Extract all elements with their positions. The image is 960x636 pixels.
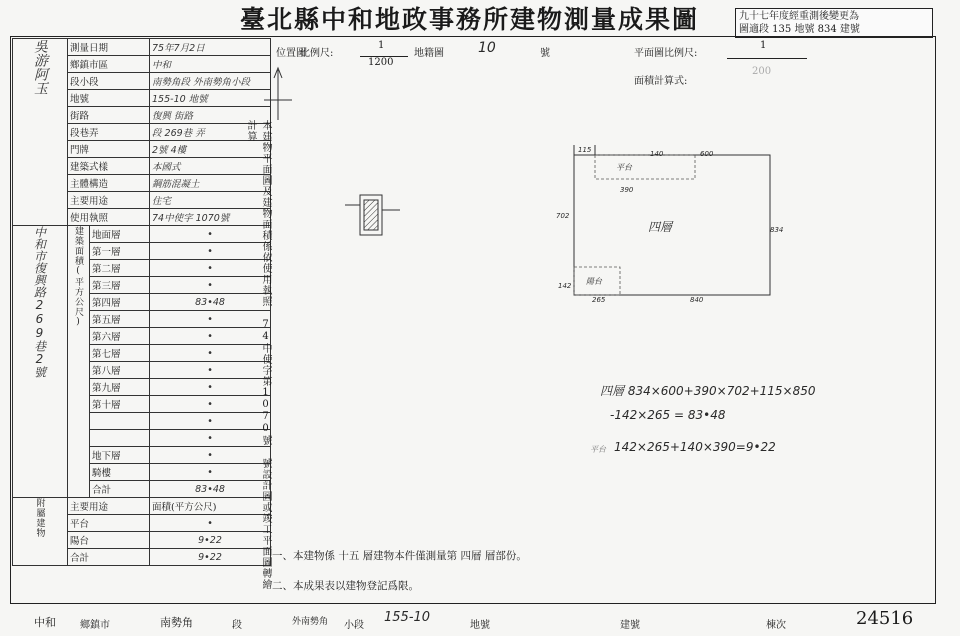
calc-line-1: 四層 834×600+390×702+115×850 [600,384,816,398]
dimension-label: 600 [700,150,714,158]
annex-key: 陽台 [68,532,150,549]
row-value: 段 269巷 弄 [150,124,271,141]
floor-key: 第九層 [90,379,150,396]
balcony-label: 陽台 [586,277,602,286]
platform-area [595,155,695,179]
vertical-note: 本建物平面圖及建物面積係依使用執照 74中使字第1070號 號設計圖或竣工平面圖轉繪計算 [245,120,271,590]
platform-label: 平台 [616,163,632,172]
floor-value: • [150,328,271,345]
dimension-label: 265 [592,296,606,304]
revision-note: 九十七年度經重測後變更為 圖適段 135 地號 834 建號 [735,8,933,38]
row-value: 中和 [150,56,271,73]
floor-key: 第五層 [90,311,150,328]
plan-scale-num: 1 [760,40,767,51]
floor-value: • [150,362,271,379]
footer-subsection: 外南勢角 [292,617,329,627]
row-value: 75年7月2日 [150,39,271,56]
row-key: 測量日期 [68,39,150,56]
calc-line-3: 142×265+140×390=9•22 [614,440,776,454]
annex-key: 平台 [68,515,150,532]
annex-h1: 主要用途 [68,498,150,515]
floor-value: • [150,379,271,396]
calc-line-2: -142×265 = 83•48 [610,408,726,422]
dimension-label: 834 [770,226,784,234]
annex-value: 9•22 [150,532,271,549]
floor-value: • [150,396,271,413]
row-value: 155-10 地號 [150,90,271,107]
note-1: 一、本建物係 十五 層建物本件僅測量第 四層 層部份。 [272,550,527,562]
plan-scale-label: 平面圖比例尺: [634,48,698,59]
floor-key: 第二層 [90,260,150,277]
floor-value: 83•48 [150,481,271,498]
row-value: 74中使字 1070號 [150,209,271,226]
main-floor-label: 四層 [648,220,673,234]
floor-value: • [150,277,271,294]
floor-key: 第六層 [90,328,150,345]
floor-value: • [150,260,271,277]
row-value: 復興 街路 [150,107,271,124]
footer-building-label: 建號 [620,620,640,631]
footer-lot: 155-10 [384,610,431,625]
dimension-label: 140 [650,150,664,158]
row-value: 住宅 [150,192,271,209]
footer-town-label: 鄉鎮市 [80,620,110,631]
dimension-label: 702 [556,212,570,220]
floor-key: 第八層 [90,362,150,379]
row-key: 建築式樣 [68,158,150,175]
row-value: 鋼筋混凝土 [150,175,271,192]
floor-key [90,430,150,447]
annex-value: 9•22 [150,549,271,566]
cadastral-sheet-label: 地籍圖 [414,48,444,59]
floor-value: 83•48 [150,294,271,311]
floor-value: • [150,447,271,464]
row-key: 段小段 [68,73,150,90]
floor-key: 第七層 [90,345,150,362]
floor-key: 第十層 [90,396,150,413]
address-cell: 中和市復興路269巷2號 [13,226,68,498]
location-scale-num: 1 [378,40,385,51]
footer-subsection-label: 小段 [344,620,364,631]
cadastral-sheet-unit: 號 [540,48,550,59]
row-value: 本國式 [150,158,271,175]
floor-key: 合計 [90,481,150,498]
building-hatch [364,200,378,230]
footer-section-label: 段 [232,620,242,631]
floor-key [90,413,150,430]
floor-value: • [150,413,271,430]
floor-value: • [150,430,271,447]
row-key: 主體構造 [68,175,150,192]
footer-town: 中和 [34,616,56,629]
floor-key: 騎樓 [90,464,150,481]
info-table [12,38,270,600]
location-scale-label: 比例尺: [300,48,334,59]
area-calc-label: 面積計算式: [634,76,688,87]
floor-key: 第四層 [90,294,150,311]
row-key: 主要用途 [68,192,150,209]
annex-h3: 面積(平方公尺) [150,498,271,515]
annex-label: 附屬建物 [13,498,68,566]
floor-key: 第三層 [90,277,150,294]
row-key: 段巷弄 [68,124,150,141]
floor-value: • [150,464,271,481]
location-map-label: 位置圖 [276,48,306,59]
applicant-cell: 吳游阿玉 [13,39,68,226]
location-sketch [260,60,420,250]
floor-value: • [150,226,271,243]
row-value: 南勢角段 外南勢角小段 [150,73,271,90]
footer-lot-label: 地號 [470,620,490,631]
dimension-label: 390 [620,186,634,194]
dimension-label: 115 [578,146,592,154]
footer-section: 南勢角 [160,616,193,629]
floor-key: 第一層 [90,243,150,260]
sheet-number: 24516 [856,608,914,629]
cadastral-sheet-no: 10 [478,40,496,56]
row-key: 門牌 [68,141,150,158]
floor-value: • [150,243,271,260]
location-scale-den: 1200 [368,57,394,68]
floor-value: • [150,311,271,328]
annex-key: 合計 [68,549,150,566]
floor-value: • [150,345,271,362]
row-key: 鄉鎮市區 [68,56,150,73]
dimension-label: 840 [690,296,704,304]
plan-scale-bar [727,58,807,59]
note-2: 二、本成果表以建物登記爲限。 [272,580,419,592]
row-key: 使用執照 [68,209,150,226]
floor-plan [540,135,820,315]
row-key: 地號 [68,90,150,107]
floor-key: 地下層 [90,447,150,464]
annex-value: • [150,515,271,532]
plan-scale-den: 200 [752,66,772,77]
row-key: 街路 [68,107,150,124]
calc-prefix-3: 平台 [590,445,606,454]
area-group-label: 建築面積(平方公尺) [68,226,90,498]
footer-unit-label: 棟次 [766,620,786,631]
dimension-label: 142 [558,282,572,290]
row-value: 2號 4樓 [150,141,271,158]
document-title: 臺北縣中和地政事務所建物測量成果圖 [240,5,700,34]
floor-key: 地面層 [90,226,150,243]
